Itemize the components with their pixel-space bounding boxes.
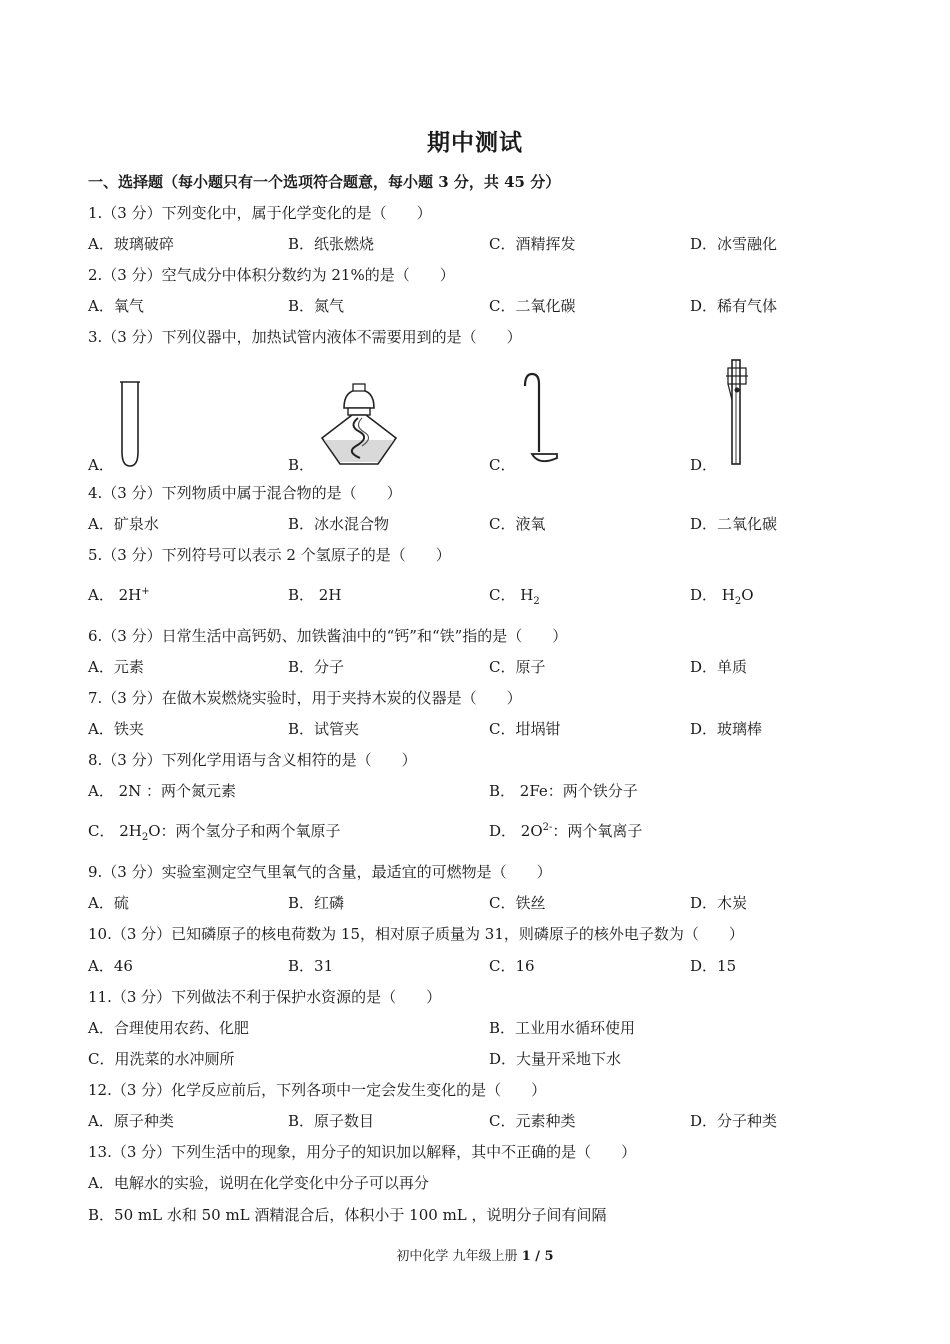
question-2-option-b: B．氮气 — [288, 297, 345, 315]
question-7-option-d: D．玻璃棒 — [690, 720, 763, 738]
question-12-option-d: D．分子种类 — [690, 1112, 778, 1130]
question-9-stem: 9.（3 分）实验室测定空气里氧气的含量，最适宜的可燃物是（ ） — [88, 863, 552, 881]
question-11-option-a: A．合理使用农药、化肥 — [88, 1019, 249, 1037]
question-6-option-d: D．单质 — [690, 658, 748, 676]
question-7-option-a: A．铁夹 — [88, 720, 144, 738]
question-13-option-a: A．电解水的实验，说明在化学变化中分子可以再分 — [88, 1174, 429, 1192]
question-2-option-c: C．二氧化碳 — [489, 297, 576, 315]
question-10-option-c: C．16 — [489, 957, 535, 975]
question-8-option-d — [489, 820, 642, 841]
question-5-option-c-subscript: 2 — [533, 596, 540, 607]
question-10-option-a: A．46 — [88, 957, 133, 975]
question-4-option-c: C．液氧 — [489, 515, 546, 533]
question-3-option-c: C． — [489, 456, 516, 474]
question-13-stem: 13.（3 分）下列生活中的现象，用分子的知识加以解释，其中不正确的是（ ） — [88, 1143, 637, 1161]
question-9-option-d: D．木炭 — [690, 894, 748, 912]
question-8-option-c-tail: O：两个氢分子和两个氧原子 — [148, 822, 341, 840]
question-3-option-b: B． — [288, 456, 315, 474]
test-tube-holder-figure — [722, 358, 752, 470]
question-10-option-b: B．31 — [288, 957, 334, 975]
question-6-option-c: C．原子 — [489, 658, 546, 676]
question-4-option-a: A．矿泉水 — [88, 515, 159, 533]
question-7-option-b: B．试管夹 — [288, 720, 360, 738]
question-5-option-a — [88, 584, 150, 605]
question-5-stem: 5.（3 分）下列符号可以表示 2 个氢原子的是（ ） — [88, 546, 451, 564]
question-2-option-a: A．氧气 — [88, 297, 144, 315]
question-8-option-c — [88, 820, 341, 843]
question-11-option-d: D．大量开采地下水 — [489, 1050, 622, 1068]
question-12-stem: 12.（3 分）化学反应前后，下列各项中一定会发生变化的是（ ） — [88, 1081, 547, 1099]
question-4-option-d: D．二氧化碳 — [690, 515, 778, 533]
question-5-option-d-tail: O — [741, 586, 754, 604]
page-footer — [0, 1245, 950, 1264]
footer-subject: 初中化学 九年级上册 — [396, 1249, 522, 1264]
question-5-option-a-text: A． 2H — [88, 586, 142, 604]
question-7-stem: 7.（3 分）在做木炭燃烧实验时，用于夹持木炭的仪器是（ ） — [88, 689, 522, 707]
question-6-option-a: A．元素 — [88, 658, 144, 676]
question-1-option-b: B．纸张燃烧 — [288, 235, 375, 253]
question-2-stem: 2.（3 分）空气成分中体积分数约为 21%的是（ ） — [88, 266, 455, 284]
footer-page-number: 1 / 5 — [521, 1249, 554, 1264]
page-title: 期中测试 — [427, 129, 523, 156]
question-5-option-c-text: C． H — [489, 586, 534, 604]
question-5-option-c — [489, 584, 540, 607]
section-heading: 一、选择题（每小题只有一个选项符合题意，每小题 3 分，共 45 分） — [88, 173, 561, 191]
question-8-option-c-text: C． 2H — [88, 822, 142, 840]
question-6-option-b: B．分子 — [288, 658, 345, 676]
question-1-option-c: C．酒精挥发 — [489, 235, 576, 253]
question-1-option-d: D．冰雪融化 — [690, 235, 778, 253]
question-3-stem: 3.（3 分）下列仪器中，加热试管内液体不需要用到的是（ ） — [88, 328, 522, 346]
question-5-option-d-text: D． H — [690, 586, 735, 604]
question-1-option-a: A．玻璃破碎 — [88, 235, 174, 253]
question-12-option-c: C．元素种类 — [489, 1112, 576, 1130]
question-8-option-d-tail: ：两个氧离子 — [552, 822, 643, 840]
question-11-option-b: B．工业用水循环使用 — [489, 1019, 636, 1037]
question-4-stem: 4.（3 分）下列物质中属于混合物的是（ ） — [88, 484, 402, 502]
question-8-stem: 8.（3 分）下列化学用语与含义相符的是（ ） — [88, 751, 417, 769]
question-5-option-a-charge: + — [141, 586, 150, 597]
question-8-option-d-text: D． 2O — [489, 822, 543, 840]
question-8-option-c-subscript: 2 — [141, 832, 149, 843]
question-9-option-c: C．铁丝 — [489, 894, 546, 912]
question-12-option-a: A．原子种类 — [88, 1112, 174, 1130]
question-11-option-c: C．用洗菜的水冲厕所 — [88, 1050, 235, 1068]
question-12-option-b: B．原子数目 — [288, 1112, 375, 1130]
question-3-option-a: A． — [88, 456, 114, 474]
question-1-stem: 1.（3 分）下列变化中，属于化学变化的是（ ） — [88, 204, 432, 222]
question-9-option-a: A．硫 — [88, 894, 129, 912]
question-5-option-d — [690, 584, 754, 607]
question-8-option-d-charge: 2- — [542, 822, 553, 833]
question-5-option-d-subscript: 2 — [734, 596, 742, 607]
question-4-option-b: B．冰水混合物 — [288, 515, 390, 533]
alcohol-lamp-figure — [318, 380, 400, 468]
question-11-stem: 11.（3 分）下列做法不利于保护水资源的是（ ） — [88, 988, 442, 1006]
question-2-option-d: D．稀有气体 — [690, 297, 778, 315]
question-6-stem: 6.（3 分）日常生活中高钙奶、加铁酱油中的“钙”和“铁”指的是（ ） — [88, 627, 568, 645]
test-tube-figure — [115, 378, 145, 470]
question-10-stem: 10.（3 分）已知磷原子的核电荷数为 15，相对原子质量为 31，则磷原子的核外电子数为（ ） — [88, 925, 744, 943]
question-3-option-d: D． — [690, 456, 718, 474]
combustion-spoon-figure — [519, 370, 563, 468]
question-9-option-b: B．红磷 — [288, 894, 345, 912]
question-8-option-b: B． 2Fe：两个铁分子 — [489, 782, 638, 800]
question-8-option-a: A． 2N ：两个氮元素 — [88, 782, 237, 800]
question-5-option-b: B． 2H — [288, 586, 342, 604]
question-7-option-c: C．坩埚钳 — [489, 720, 561, 738]
question-10-option-d: D．15 — [690, 957, 737, 975]
question-13-option-b: B．50 mL 水和 50 mL 酒精混合后，体积小于 100 mL ，说明分子间有间隔 — [88, 1206, 607, 1224]
